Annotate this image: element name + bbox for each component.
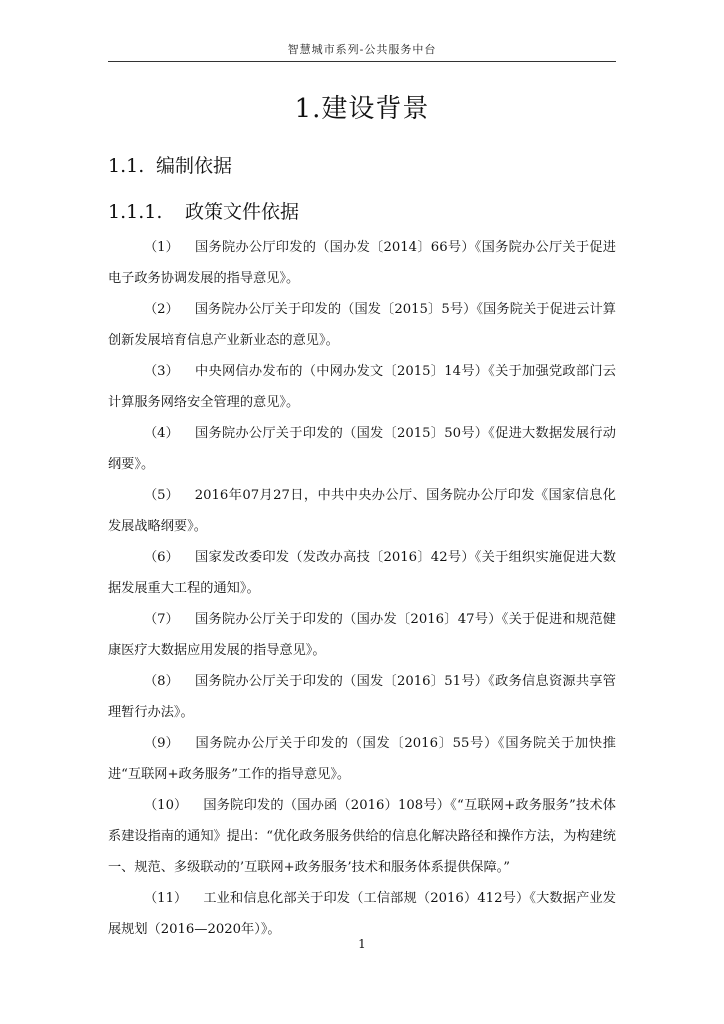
item-index: （11） <box>144 891 188 906</box>
list-item <box>108 294 616 356</box>
item-text: 国务院办公厅关于印发的（国发〔2016〕55号）《国务院关于加快推进“互联网+政务服务”工作的指导意见》。 <box>108 736 616 782</box>
list-item <box>108 728 616 790</box>
item-text: 2016年07月27日，中共中央办公厅、国务院办公厅印发《国家信息化发展战略纲要》。 <box>108 488 616 534</box>
item-index: （8） <box>144 674 179 689</box>
list-item <box>108 790 616 883</box>
header-divider <box>108 61 616 62</box>
section-number: 1.1. <box>108 155 145 177</box>
list-item <box>108 604 616 666</box>
section-heading <box>108 151 232 178</box>
list-item <box>108 542 616 604</box>
item-index: （2） <box>144 302 179 317</box>
item-text: 国务院办公厅关于印发的（国发〔2016〕51号）《政务信息资源共享管理暂行办法》。 <box>108 674 616 720</box>
item-text: 国务院办公厅关于印发的（国办发〔2016〕47号）《关于促进和规范健康医疗大数据应用发展的指导意见》。 <box>108 612 616 658</box>
page-header: 智慧城市系列-公共服务中台 <box>287 43 437 56</box>
item-text: 工业和信息化部关于印发（工信部规（2016）412号）《大数据产业发展规划（2016—2020年）》。 <box>108 891 616 937</box>
item-index: （6） <box>144 550 179 565</box>
item-text: 国务院办公厅关于印发的（国发〔2015〕50号）《促进大数据发展行动纲要》。 <box>108 426 616 472</box>
chapter-title: 1.建设背景 <box>294 94 430 124</box>
item-text: 国务院印发的（国办函（2016）108号）《“互联网+政务服务”技术体系建设指南的通知》提出：“优化政务服务供给的信息化解决路径和操作方法，为构建统一、规范、多级联动的’互联网+政务服务’技术和服务体系提供保障。” <box>108 798 616 875</box>
subsection-title: 政策文件依据 <box>185 201 300 223</box>
policy-list <box>108 232 616 945</box>
item-index: （9） <box>144 736 179 751</box>
subsection-number: 1.1.1. <box>108 201 163 223</box>
list-item <box>108 883 616 945</box>
list-item <box>108 356 616 418</box>
section-title: 编制依据 <box>156 155 233 177</box>
item-index: （7） <box>144 612 179 627</box>
list-item <box>108 418 616 480</box>
item-index: （5） <box>144 488 179 503</box>
item-index: （4） <box>144 426 179 441</box>
item-index: （10） <box>144 798 188 813</box>
list-item <box>108 232 616 294</box>
list-item <box>108 480 616 542</box>
page-number: 1 <box>358 937 366 951</box>
item-text: 国务院办公厅印发的（国办发〔2014〕66号）《国务院办公厅关于促进电子政务协调发展的指导意见》。 <box>108 240 616 286</box>
subsection-heading <box>108 197 299 224</box>
list-item <box>108 666 616 728</box>
item-text: 国务院办公厅关于印发的（国发〔2015〕5号）《国务院关于促进云计算创新发展培育信息产业新业态的意见》。 <box>108 302 616 348</box>
item-index: （1） <box>144 240 179 255</box>
item-text: 中央网信办发布的（中网办发文〔2015〕14号）《关于加强党政部门云计算服务网络安全管理的意见》。 <box>108 364 616 410</box>
item-index: （3） <box>144 364 179 379</box>
item-text: 国家发改委印发（发改办高技〔2016〕42号）《关于组织实施促进大数据发展重大工程的通知》。 <box>108 550 616 596</box>
